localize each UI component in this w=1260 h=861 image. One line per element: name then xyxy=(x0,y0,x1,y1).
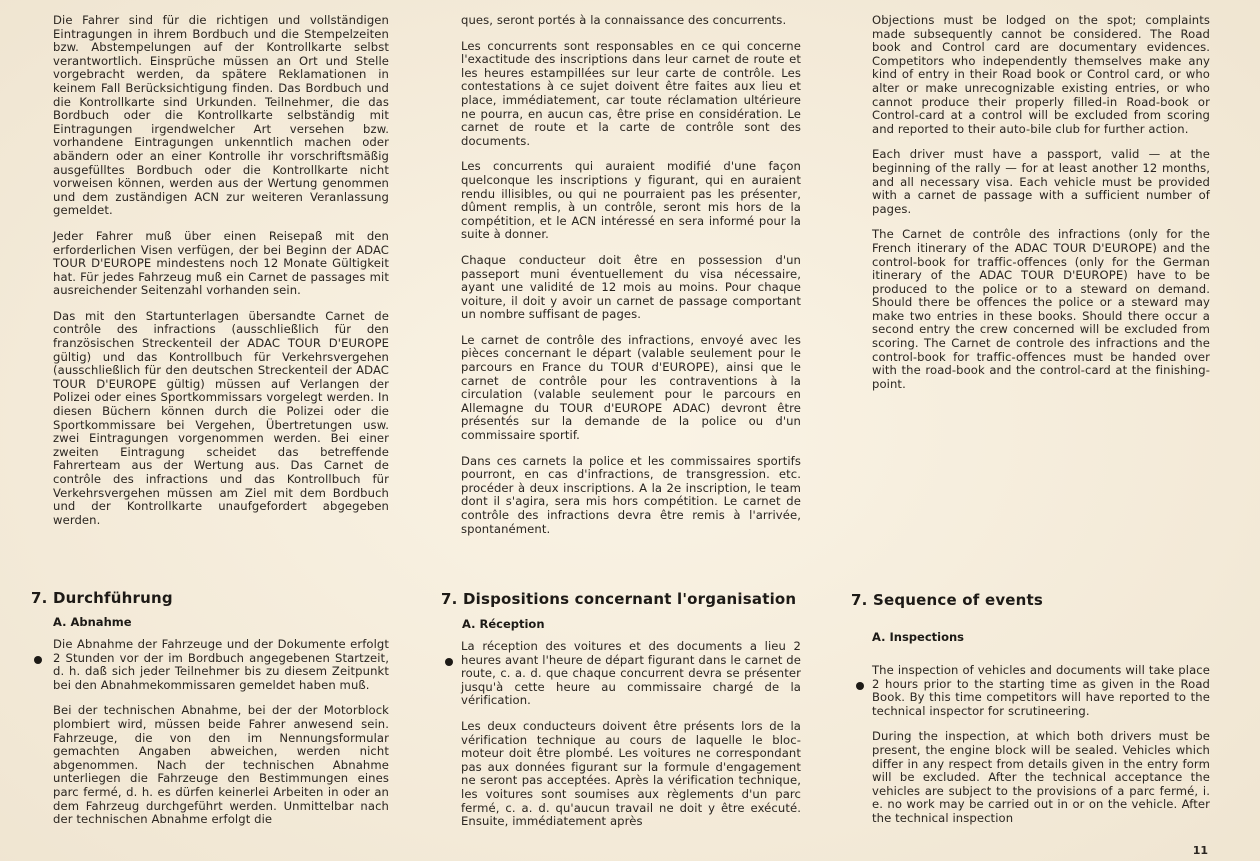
section-title-fr: 7. Dispositions concernant l'organisation xyxy=(441,590,797,608)
paragraph: Bei der technischen Abnahme, bei der der Motorblock plombiert wird, müssen beide Fahrer anwesend sein. Fahrzeuge, die von den im Nennungsformular gemachten Angaben abweichen, werden nicht abgenommen. Nach der technischen Abnahme unterliegen die Fahrzeuge den Bestimmungen eines parc fermé, d. h. es dürfen keinerlei Arbeiten in oder an dem Fahrzeug durchgeführt werden. Unmittelbar nach der technischen Abnahme erfolgt die xyxy=(53,703,389,827)
margin-bullet xyxy=(34,656,42,664)
paragraph: Les concurrents sont responsables en ce qui concerne l'exactitude des inscriptions dans leur carnet de route et les heures estampillées sur leur carte de contrôle. Les contestations à ce sujet doivent être faites aux lieu et place, immédiatement, car toute réclamation ultérieure ne pourra, en aucun cas, être prise en considération. Le carnet de route et la carte de contrôle sont des documents. xyxy=(461,38,801,148)
german-column-bottom xyxy=(53,638,389,839)
paragraph: Objections must be lodged on the spot; complaints made subsequently cannot be considered. The Road book and Control card are documentary evidences. Competitors who independently themselves make any kind of entry in their Road book or Control card, or who alter or make unrecognizable existing entries, or who cannot produce their properly filled-in Road-book or Control-card at a control will be excluded from scoring and reported to their auto-bile club for further action. xyxy=(872,13,1210,136)
french-column-bottom xyxy=(461,640,801,841)
section-title-en: 7. Sequence of events xyxy=(851,591,1044,609)
paragraph: Die Fahrer sind für die richtigen und vollständigen Eintragungen in ihrem Bordbuch und die Stempelzeiten bzw. Abstempelungen auf der Kontrollkarte selbst verantwortlich. Einsprüche müssen an Ort und Stelle vorgebracht werden, da spätere Reklamationen in keinem Fall Berücksichtigung finden. Das Bordbuch und die Kontrollkarte sind Urkunden. Teilnehmer, die das Bordbuch oder die Kontrollkarte selbständig mit Eintragungen irgendwelcher Art versehen bzw. vorhandene Eintragungen unkenntlich machen oder abändern oder an einer Kontrolle ihr vorschriftsmäßig ausgefülltes Bordbuch oder die Kontrollkarte nicht vorweisen können, werden aus der Wertung genommen und dem zuständigen ACN zur weiteren Veranlassung gemeldet. xyxy=(53,13,389,218)
paragraph: Les concurrents qui auraient modifié d'une façon quelconque les inscriptions y figurant, qui en auraient rendu illisibles, ou qui ne pourraient pas les présenter, dûment remplis, à un contrôle, seront mis hors de la compétition, et le ACN intéressé en sera informé pour la suite à donner. xyxy=(461,159,801,242)
margin-bullet xyxy=(445,658,453,666)
subsection-title-fr: A. Réception xyxy=(462,617,545,631)
paragraph: Les deux conducteurs doivent être présents lors de la vérification technique au cours de laquelle le bloc-moteur doit être plombé. Les voitures ne correspondant pas aux données figurant sur la formule d'engagement ne seront pas acceptées. Après la vérification technique, les voitures sont soumises aux règlements d'un parc fermé, c. a. d. qu'aucun travail ne doit y être exécuté. Ensuite, immédiatement après xyxy=(461,718,801,829)
german-column-top xyxy=(53,14,389,539)
section-title-de: 7. Durchführung xyxy=(31,589,173,607)
paragraph: ques, seront portés à la connaissance des concurrents. xyxy=(461,13,787,27)
page-number: 11 xyxy=(1192,844,1208,857)
paragraph: During the inspection, at which both drivers must be present, the engine block will be sealed. Vehicles which differ in any respect from details given in the entry form will be excluded. After the technical acceptance the vehicles are subject to the provisions of a parc fermé, i. e. no work may be carried out in or on the vehicle. After the technical inspection xyxy=(872,729,1210,825)
paragraph: The Carnet de contrôle des infractions (only for the French itinerary of the ADAC TOUR D'EUROPE) and the control-book for traffic-offences (only for the German itinerary of the ADAC TOUR D'EUROPE) have to be produced to the police or to a steward on demand. Should there be offences the police or a steward may make two entries in these books. Should there occur a second entry the crew concerned will be excluded from scoring. The Carnet de controle des infractions and the control-book for traffic-offences must be handed over with the road-book and the control-card at the finishing-point. xyxy=(872,227,1210,391)
paragraph: Each driver must have a passport, valid — at the beginning of the rally — for at least another 12 months, and all necessary visa. Each vehicle must be provided with a carnet de passage with a sufficient number of pages. xyxy=(872,147,1210,216)
paragraph: Chaque conducteur doit être en possession d'un passeport muni éventuellement du visa nécessaire, ayant une validité de 12 mois au moins. Pour chaque voiture, il doit y avoir un carnet de passage comportant un nombre suffisant de pages. xyxy=(461,252,801,322)
paragraph: Das mit den Startunterlagen übersandte Carnet de contrôle des infractions (ausschließlich für den französischen Streckenteil der ADAC TOUR D'EUROPE gültig) und das Kontrollbuch für Verkehrsvergehen (ausschließlich für den deutschen Streckenteil der ADAC TOUR D'EUROPE gültig) müssen auf Verlangen der Polizei oder eines Sportkommissars vorgelegt werden. In diesen Büchern können durch die Polizei oder die Sportkommissare bei Vergehen, Übertretungen usw. zwei Eintragungen vorgenommen werden. Bei einer zweiten Eintragung scheidet das betreffende Fahrerteam aus der Wertung aus. Das Carnet de contrôle des infractions und das Kontrollbuch für Verkehrsvergehen müssen am Ziel mit dem Bordbuch und der Kontrollkarte unaufgefordert abgegeben werden. xyxy=(53,308,389,527)
paragraph: Dans ces carnets la police et les commissaires sportifs pourront, en cas d'infractions, de transgression. etc. procéder à deux inscriptions. A la 2e inscription, le team dont il s'agira, sera mis hors compétition. Le carnet de contrôle des infractions devra être remis à l'arrivée, spontanément. xyxy=(461,453,801,536)
paragraph: Jeder Fahrer muß über einen Reisepaß mit den erforderlichen Visen verfügen, der bei Beginn der ADAC TOUR D'EUROPE mindestens noch 12 Monate Gültigkeit hat. Für jedes Fahrzeug muß ein Carnet de passages mit ausreichender Seitenzahl vorhanden sein. xyxy=(53,228,389,298)
english-column-bottom xyxy=(872,664,1210,838)
subsection-title-en: A. Inspections xyxy=(872,630,965,644)
english-column-top xyxy=(872,14,1210,403)
paragraph: The inspection of vehicles and documents will take place 2 hours prior to the starting time as given in the Road Book. By this time competitors will have reported to the technical inspector for scrutineering. xyxy=(872,663,1210,718)
paragraph: La réception des voitures et des documents a lieu 2 heures avant l'heure de départ figurant dans le carnet de route, c. a. d. que chaque concurrent devra se présenter jusqu'à cette heure au commissaire chargé de la vérification. xyxy=(461,639,801,708)
paragraph: Die Abnahme der Fahrzeuge und der Dokumente erfolgt 2 Stunden vor der im Bordbuch angegebenen Startzeit, d. h. daß sich jeder Teilnehmer bis zu diesem Zeitpunkt bei den Abnahmekommissaren gemeldet haben muß. xyxy=(53,637,389,692)
paragraph: Le carnet de contrôle des infractions, envoyé avec les pièces concernant le départ (valable seulement pour le parcours en France du TOUR d'EUROPE), ainsi que le carnet de contrôle pour les contraventions à la circulation (valable seulement pour le parcours en Allemagne du TOUR d'EUROPE ADAC) devront être présentés sur la demande de la police ou d'un commissaire sportif. xyxy=(461,332,801,443)
margin-bullet xyxy=(856,682,864,690)
french-column-top xyxy=(461,14,801,548)
subsection-title-de: A. Abnahme xyxy=(53,615,132,629)
